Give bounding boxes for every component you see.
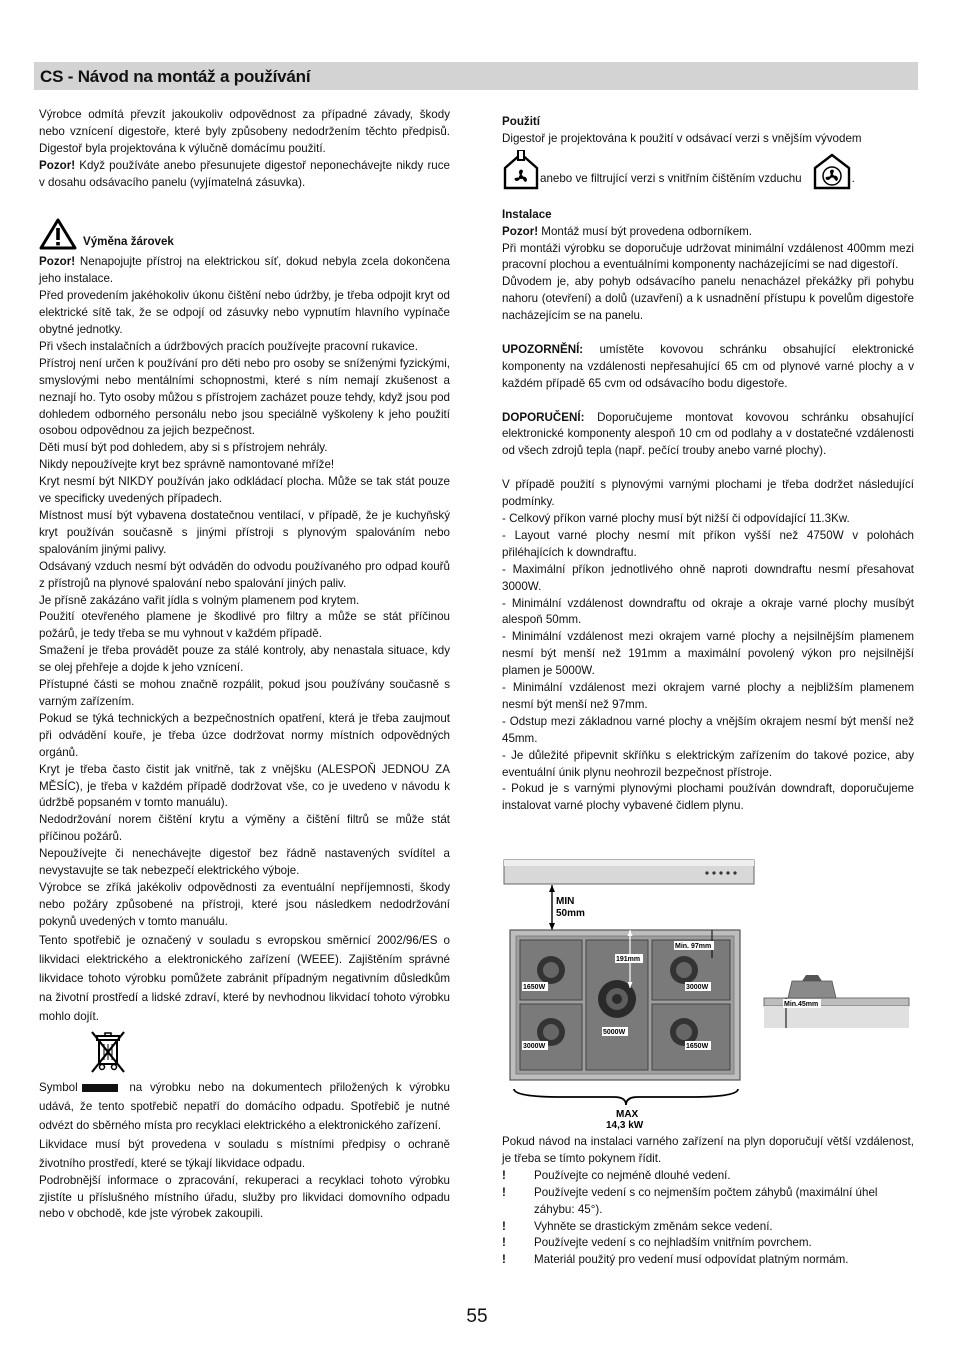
- symbol-word: Symbol: [39, 1080, 78, 1094]
- warning-text: umístěte kovovou schránku obsahující elektronické komponenty na vzdálenosti nepřesahující 65 cm od plynové varné plochy a v každém případě 65 cvm od odsávacího bodu digestoře.: [502, 342, 914, 390]
- duct-bullet: ! Materiál použitý pro vedení musí odpovídat platným normám.: [502, 1253, 849, 1267]
- use-text: Digestoř je projektována k použití v odsávací verzi s vnějším vývodem: [502, 131, 862, 145]
- warning-paragraph: [502, 342, 914, 393]
- install-pozor: [502, 224, 914, 241]
- right-column: [502, 114, 914, 815]
- pozor-paragraph: [39, 158, 450, 192]
- disposal-paragraph: Likvidace musí být provedena v souladu s místními předpisy o ochraně životního prostředí, které se týkají likvidace odpadu.: [39, 1137, 450, 1170]
- lamp-section-heading: [39, 214, 450, 254]
- burner-label-br: 1650W: [686, 1043, 709, 1050]
- safety-paragraph: Smažení je třeba provádět pouze za stálé kontroly, aby nenastala situace, kdy se olej přehřeje a dojde k jeho vznícení.: [39, 644, 450, 675]
- gas-rule: - Je důležité připevnit skříňku s elektrickým zařízením do takové pozice, aby eventuální únik plynu neohrozil bezpečnost přístroje.: [502, 748, 914, 779]
- gas-rule: - Layout varné plochy nesmí mít příkon vyšší než 4750W v polohách přiléhajících k downdraftu.: [502, 528, 914, 559]
- burner-label-tl: 1650W: [523, 984, 546, 991]
- duct-bullet: ! Vyhněte se drastickým změnám sekce vedení.: [502, 1219, 773, 1233]
- min-97: Min. 97mm: [675, 943, 712, 950]
- gas-rule: - Minimální vzdálenost downdraftu od okraje a okraje varné plochy musíbýt alespoň 50mm.: [502, 596, 914, 627]
- cooktop-installation-figure: [502, 857, 912, 1132]
- safety-paragraph: Kryt je třeba často čistit jak vnitřně, tak z vnějšku (ALESPOŇ JEDNOU ZA MĚSÍC), je třeba v každém případě dodržovat vše, co je uvedeno v návodu k údržbě popsaném v tomto manuálu).: [39, 762, 450, 810]
- recommend-label: DOPORUČENÍ:: [502, 410, 585, 424]
- max-label: MAX: [616, 1109, 639, 1120]
- disposal-paragraph: Podrobnější informace o zpracování, rekuperaci a recyklaci tohoto výrobku zjistíte u příslušného místního úřadu, služby pro likvidaci domovního odpadu nebo v obchodě, kde jste výrobek zakoupili.: [39, 1173, 450, 1221]
- duct-intro: Pokud návod na instalaci varného zařízení na plyn doporučují větší vzdálenost, je třeba se tímto pokynem řídit.: [502, 1135, 914, 1165]
- lamp-heading: Výměna žárovek: [83, 235, 174, 249]
- pozor-text: Když používáte anebo přesunujete digestoř neponechávejte nikdy ruce v dosahu odsávacího panelu (vyjímatelná zásuvka).: [39, 158, 450, 189]
- gas-rule: - Odstup mezi základnou varné plochy a vnějším okrajem nesmí být menší než 45mm.: [502, 714, 914, 745]
- symbol-paragraph: [39, 1078, 450, 1135]
- safety-paragraph: Přístroj není určen k používání pro děti nebo pro osoby se sníženými fyzickými, smyslovými nebo mentálními schopnostmi, které s ním nemají zkušenost a neznají ho. Tyto osoby můžou s přístrojem zacházet pouze tehdy, když jsou pod dohledem odborného personálu nebo jsou speciálně vyškoleny k jeho použití osobou odpovědnou za jejich bezpečnost.: [39, 356, 450, 438]
- install-pozor-text: Montáž musí být provedena odborníkem.: [538, 224, 753, 238]
- install-paragraph: Při montáži výrobku se doporučuje udržovat minimální vzdálenost 400mm mezi pracovní plochou a eventuálními komponenty nacházejícími se nad digestoří.: [502, 241, 914, 272]
- gas-rule: - Maximální příkon jednotlivého ohně naproti downdraftu nesmí přesahovat 3000W.: [502, 562, 914, 593]
- black-bar-symbol: [82, 1084, 118, 1092]
- pozor2-label: Pozor!: [39, 255, 76, 269]
- use-heading: Použití: [502, 115, 540, 128]
- safety-paragraph: Místnost musí být vybavena dostatečnou ventilací, v případě, že je kuchyňský kryt používán současně s jinými přístroji s plynovým spalováním nebo spalováním jinými palivy.: [39, 509, 450, 556]
- recirculation-icon: [812, 152, 852, 190]
- duct-bullet: ! Používejte vedení s co nejhladším vnitřním povrchem.: [502, 1236, 812, 1250]
- gas-rule: - Minimální vzdálenost mezi okrajem varné plochy a nejsilnějším plamenem nesmí být menší než 191mm a maximální povolený výkon pro nejsilnější plamen je 5000W.: [502, 630, 914, 678]
- min-value: 50mm: [556, 908, 585, 919]
- warning-triangle-icon: [39, 218, 77, 250]
- safety-paragraph: Při všech instalačních a údržbových pracích používejte pracovní rukavice.: [39, 339, 418, 353]
- safety-paragraph: Odsávaný vzduch nesmí být odváděn do odvodu používaného pro odpad kouřů z přístrojů na plynové spalování nebo spalování jiných paliv.: [39, 559, 450, 590]
- section-header: [34, 62, 918, 90]
- warning-label: UPOZORNĚNÍ:: [502, 342, 584, 356]
- safety-paragraph: Pokud se týká technických a bezpečnostních opatření, která je třeba zaujmout při odvádění kouře, je třeba úzce dodržovat normy místních odpovědných orgánů.: [39, 711, 450, 759]
- pozor-label: Pozor!: [39, 158, 76, 172]
- intro-paragraph: Výrobce odmítá převzít jakoukoliv odpovědnost za případné závady, škody nebo vznícení digestoře, které byly způsobeny nedodržením těchto předpisů. Digestoř byla projektována k výlučně domácímu použití.: [39, 108, 450, 155]
- burner-top-right: [670, 956, 698, 984]
- use-text-2: anebo ve filtrující verzi s vnitřním čištěním vzduchu: [540, 171, 802, 185]
- duct-bullet: ! Používejte co nejméně dlouhé vedení.: [502, 1168, 731, 1182]
- use-icons-line: [502, 150, 914, 190]
- safety-paragraph: Nikdy nepoužívejte kryt bez správně namontované mříže!: [39, 458, 335, 472]
- recommend-text: Doporučujeme montovat kovovou schránku obsahující elektronické komponenty alespoň 10 cm od podlahy a v dostatečné vzdálenosti od všech zdrojů tepla (např. pečící trouby anebo varné plochy).: [502, 410, 914, 458]
- page-title: CS - Návod na montáž a používání: [40, 67, 311, 86]
- weee-paragraph: Tento spotřebič je označený v souladu s evropskou směrnicí 2002/96/ES o likvidaci elektrického a elektronického zařízení (WEEE). Zajištěním správné likvidace tohoto výrobku pomůžete zabránit případným negativním důsledkům na životní prostředí a lidské zdraví, které by nevhodnou likvidací tohoto výrobku mohlo dojít.: [39, 933, 450, 1023]
- weee-symbol: [87, 1030, 450, 1076]
- pozor2-paragraph: [39, 254, 450, 288]
- external-vent-icon: [502, 150, 540, 190]
- use-text-3: .: [851, 171, 855, 185]
- duct-section: [502, 1134, 914, 1269]
- safety-paragraph: Děti musí být pod dohledem, aby si s přístrojem nehrály.: [39, 441, 328, 455]
- burner-label-bl: 3000W: [523, 1043, 546, 1050]
- safety-paragraph: Nedodržování norem čištění krytu a výměny a čištění filtrů se může stát příčinou požárů.: [39, 813, 450, 844]
- max-value: 14,3 kW: [606, 1120, 644, 1131]
- distance-191: 191mm: [616, 956, 641, 963]
- min-45: Min.45mm: [784, 1001, 819, 1008]
- page-number: 55: [466, 1306, 488, 1327]
- gas-rule: - Celkový příkon varné plochy musí být nižší či odpovídající 11.3Kw.: [502, 511, 850, 525]
- safety-paragraph: Před provedením jakéhokoliv úkonu čištění nebo údržby, je třeba odpojit kryt od elektrické sítě tak, že se odpojí od zásuvky nebo vypnutím hlavního vypínače obytné jednotky.: [39, 289, 450, 337]
- left-column: [39, 107, 450, 1223]
- burner-label-tr: 3000W: [686, 984, 709, 991]
- safety-paragraph: Přístupné části se mohou značně rozpálit, pokud jsou používány současně s varným zařízením.: [39, 678, 450, 708]
- safety-paragraph: Nepoužívejte či nenechávejte digestoř bez řádně nastavených svídítel a nevystavujte se tak nebezpečí elektrického výboje.: [39, 847, 450, 878]
- safety-paragraph: Je přísně zakázáno vařit jídla s volným plamenem pod krytem.: [39, 593, 360, 607]
- install-pozor-label: Pozor!: [502, 224, 539, 238]
- gas-rule: - Minimální vzdálenost mezi okrajem varné plochy a nejbližším plamenem nesmí být menší než 97mm.: [502, 681, 914, 711]
- burner-label-center: 5000W: [603, 1029, 626, 1036]
- symbol-text: na výrobku nebo na dokumentech přiložených k výrobku udává, že tento spotřebič nepatří do domácího odpadu. Spotřebič je nutné odvézt do sběrného místa pro recyklaci elektrického a elektronického zařízení.: [39, 1080, 450, 1132]
- recommend-paragraph: [502, 410, 914, 461]
- install-paragraph: Důvodem je, aby pohyb odsávacího panelu nenacházel překážky při pohybu nahoru (otevření) a dolů (uzavření) a k usnadnění přístupu k povelům digestoře nacházejícím se na panelu.: [502, 275, 914, 323]
- safety-paragraph: Výrobce se zříká jakékoliv odpovědnosti za eventuální nepříjemnosti, škody nebo požáry způsobené na přístroji, které jsou následkem nedodržování pokynů uvedených v tomto manuálu.: [39, 880, 450, 928]
- gas-intro: V případě použití s plynovými varnými plochami je třeba dodržet následující podmínky.: [502, 478, 914, 509]
- burner-top-left: [537, 956, 565, 984]
- min-label: MIN: [556, 896, 575, 907]
- pozor2-text: Nenapojujte přístroj na elektrickou síť, dokud nebyla zcela dokončena jeho instalace.: [39, 255, 450, 286]
- duct-bullet: ! Používejte vedení s co nejmenším počtem záhybů (maximální úhel záhybu: 45°).: [502, 1185, 878, 1216]
- crossed-bin-icon: [87, 1030, 129, 1074]
- gas-rule: - Pokud je s varnými plynovými plochami používán downdraft, doporučujeme instalovat varné plochy vybavené čidlem plynu.: [502, 782, 914, 813]
- safety-paragraph: Kryt nesmí být NIKDY používán jako odkládací plocha. Může se tak stát pouze ve specificky uvedených případech.: [39, 475, 450, 506]
- install-heading: Instalace: [502, 207, 552, 221]
- safety-paragraph: Použití otevřeného plamene je škodlivé pro filtry a může se stát příčinou požárů, je tedy třeba se mu vyhnout v každém případě.: [39, 610, 450, 641]
